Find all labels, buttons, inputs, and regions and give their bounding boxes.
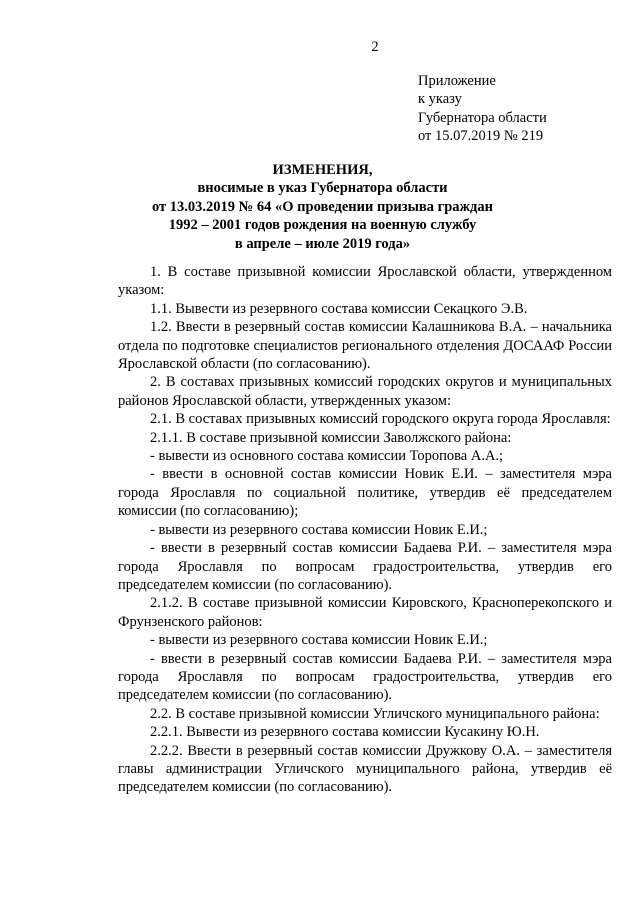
title-line: в апреле – июле 2019 года»: [234, 235, 411, 252]
paragraph: 2.2. В составе призывной комиссии Угличского муниципального района:: [150, 705, 600, 722]
document-title: [118, 161, 527, 253]
paragraph: - ввести в основной состав комиссии Новик Е.И. – заместителя мэра города Ярославля по социальной политике, утвердив её председателем комиссии (по согласованию);: [118, 466, 612, 520]
paragraph: 1.2. Ввести в резервный состав комиссии Калашникова В.А. – начальника отдела по подготовке специалистов регионального отделения ДОСААФ России Ярославской области (по согласованию).: [118, 319, 612, 373]
title-line: 1992 – 2001 годов рождения на военную службу: [168, 217, 477, 234]
title-line: ИЗМЕНЕНИЯ,: [272, 162, 373, 178]
paragraph: 2.2.1. Вывести из резервного состава комиссии Кусакину Ю.Н.: [150, 724, 540, 741]
paragraph: - ввести в резервный состав комиссии Бадаева Р.И. – заместителя мэра города Ярославля по вопросам градостроительства, утвердив его председателем комиссии (по согласованию).: [118, 650, 612, 704]
paragraph: - ввести в резервный состав комиссии Бадаева Р.И. – заместителя мэра города Ярославля по вопросам градостроительства, утвердив его председателем комиссии (по согласованию).: [118, 540, 612, 593]
appendix-line: Приложение: [418, 73, 496, 89]
appendix-line: Губернатора области: [418, 109, 547, 126]
appendix-line: от 15.07.2019 № 219: [418, 128, 544, 145]
appendix-line: к указу: [418, 91, 462, 108]
paragraph: 2.1.2. В составе призывной комиссии Кировского, Красноперекопского и Фрунзенского районов:: [118, 595, 612, 630]
title-line: вносимые в указ Губернатора области: [197, 180, 448, 197]
paragraph: 2.1. В составах призывных комиссий городского округа города Ярославля:: [150, 411, 611, 428]
paragraph: - вывести из резервного состава комиссии Новик Е.И.;: [150, 521, 488, 538]
appendix-block: [418, 72, 618, 146]
document-body: [118, 263, 612, 797]
paragraph: 2. В составах призывных комиссий городских округов и муниципальных районов Ярославской области, утвержденных указом:: [118, 374, 612, 409]
page-number: 2: [371, 39, 379, 55]
paragraph: 1. В составе призывной комиссии Ярославской области, утвержденном указом:: [118, 264, 612, 299]
paragraph: - вывести из резервного состава комиссии Новик Е.И.;: [150, 632, 488, 649]
paragraph: 2.2.2. Ввести в резервный состав комиссии Дружкову О.А. – заместителя главы администрации Угличского муниципального района, утвердив её председателем комиссии (по согласованию).: [118, 742, 612, 796]
paragraph: 2.1.1. В составе призывной комиссии Заволжского района:: [150, 429, 512, 446]
paragraph: - вывести из основного состава комиссии Торопова А.А.;: [150, 448, 504, 465]
title-line: от 13.03.2019 № 64 «О проведении призыва граждан: [152, 198, 493, 215]
paragraph: 1.1. Вывести из резервного состава комиссии Секацкого Э.В.: [150, 300, 528, 317]
